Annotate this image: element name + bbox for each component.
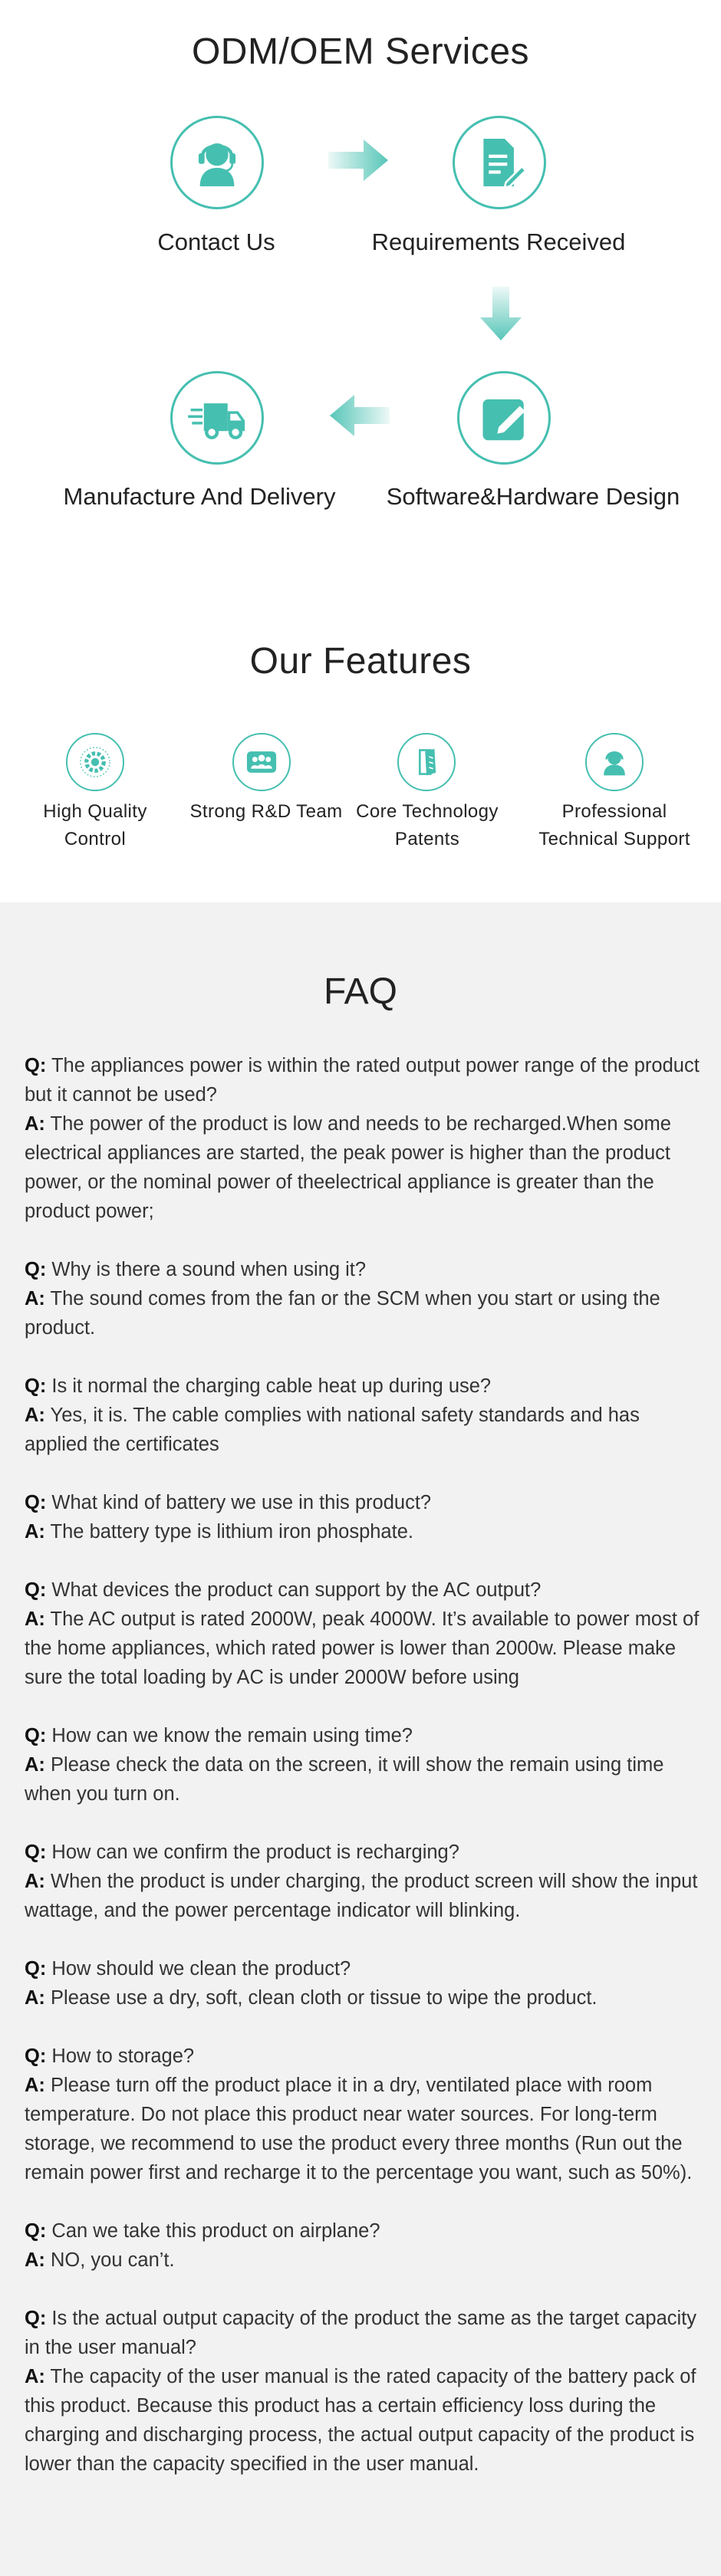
answer-prefix: A: [25,1405,45,1426]
delivery-truck-icon [170,371,264,465]
faq-item [25,1721,707,1809]
faq-answer [25,1284,707,1342]
arrow-down-icon [479,287,522,342]
faq-question [25,2216,707,2246]
answer-text: The AC output is rated 2000W, peak 4000W. It’s available to power most of the home appliances, which rated power is lower than 2000w. Please make sure the total loading by AC is under 2000W before using [25,1608,700,1688]
answer-text: Yes, it is. The cable complies with national safety standards and has applied the certificates [25,1405,640,1455]
faq-answer [25,2362,707,2479]
faq-item [25,2304,707,2479]
question-text: The appliances power is within the rated output power range of the product but it cannot be used? [25,1055,700,1106]
faq-question [25,1721,707,1750]
faq-item [25,1372,707,1459]
faq-list [25,1051,707,2508]
features-title: Our Features [249,641,472,682]
question-text: What kind of battery we use in this product? [51,1492,432,1513]
faq-answer [25,1109,707,1226]
answer-prefix: A: [25,1871,45,1892]
question-text: How can we know the remain using time? [51,1725,413,1746]
odm-title: ODM/OEM Services [191,31,530,72]
question-text: Is it normal the charging cable heat up during use? [51,1375,492,1397]
faq-question [25,2304,707,2362]
question-prefix: Q: [25,1579,47,1601]
question-text: Is the actual output capacity of the product the same as the target capacity in the user manual? [25,2308,697,2358]
faq-answer [25,1605,707,1692]
faq-item [25,1576,707,1692]
feature-high-quality-control: High Quality Control [43,801,147,849]
question-prefix: Q: [25,1259,47,1280]
faq-answer [25,2246,707,2275]
answer-prefix: A: [25,1754,45,1776]
question-text: Why is there a sound when using it? [51,1259,367,1280]
step-software-hardware-design: Software&Hardware Design [386,483,680,510]
feature-strong-rd-team: Strong R&D Team [189,801,343,822]
answer-text: The battery type is lithium iron phosphate. [50,1521,413,1543]
faq-question [25,1954,707,1983]
answer-text: Please check the data on the screen, it will show the remain using time when you turn on. [25,1754,664,1805]
question-prefix: Q: [25,2045,47,2067]
question-prefix: Q: [25,1375,47,1397]
question-prefix: Q: [25,1842,47,1863]
answer-prefix: A: [25,1521,45,1543]
faq-section [0,902,721,2576]
question-text: How to storage? [51,2045,195,2067]
faq-answer [25,1750,707,1809]
answer-prefix: A: [25,1288,45,1309]
question-prefix: Q: [25,1055,47,1076]
faq-item [25,1255,707,1342]
answer-text: NO, you can’t. [51,2249,175,2271]
answer-text: The sound comes from the fan or the SCM when you start or using the product. [25,1288,660,1339]
pencil-edit-icon [457,371,551,465]
gear-quality-icon [66,733,124,791]
answer-text: The capacity of the user manual is the rated capacity of the battery pack of this product. Because this product has a certain efficiency loss during the charging and discharging process, the actual output capacity of the product is lower than the capacity specified in the user manual. [25,2366,696,2475]
faq-question [25,1488,707,1517]
faq-question [25,1838,707,1867]
faq-answer [25,1401,707,1459]
faq-item [25,2042,707,2187]
faq-question [25,2042,707,2071]
patent-icon [397,733,456,791]
faq-item [25,1954,707,2013]
headset-support-icon [170,116,264,209]
question-text: What devices the product can support by the AC output? [51,1579,542,1601]
answer-prefix: A: [25,2075,45,2096]
faq-answer [25,1867,707,1925]
faq-question [25,1255,707,1284]
faq-question [25,1051,707,1109]
answer-prefix: A: [25,1113,45,1135]
answer-prefix: A: [25,1987,45,2009]
support-agent-icon [585,733,644,791]
services-section [0,0,721,902]
question-prefix: Q: [25,1958,47,1980]
arrow-left-icon [328,393,390,438]
question-text: Can we take this product on airplane? [51,2220,380,2242]
faq-question [25,1372,707,1401]
answer-text: Please use a dry, soft, clean cloth or tissue to wipe the product. [51,1987,598,2009]
step-contact-us: Contact Us [157,228,275,255]
faq-title: FAQ [323,971,398,1012]
question-prefix: Q: [25,1492,47,1513]
faq-answer [25,2071,707,2187]
question-text: How can we confirm the product is recharging? [51,1842,459,1863]
answer-text: The power of the product is low and needs to be recharged.When some electrical appliances are started, the peak power is higher than the product power, or the nominal power of theelectrical appliance is greater than the product power; [25,1113,671,1222]
question-prefix: Q: [25,2308,47,2329]
question-prefix: Q: [25,1725,47,1746]
faq-answer [25,1983,707,2013]
faq-question [25,1576,707,1605]
faq-answer [25,1517,707,1546]
faq-item [25,2216,707,2275]
feature-professional-technical-support: Professional Technical Support [538,801,690,849]
faq-item [25,1051,707,1226]
question-prefix: Q: [25,2220,47,2242]
answer-prefix: A: [25,2249,45,2271]
feature-core-technology-patents: Core Technology Patents [356,801,499,849]
question-text: How should we clean the product? [51,1958,351,1980]
answer-prefix: A: [25,1608,45,1630]
step-manufacture-delivery: Manufacture And Delivery [63,483,336,510]
faq-item [25,1838,707,1925]
faq-item [25,1488,707,1546]
answer-prefix: A: [25,2366,45,2387]
arrow-right-icon [328,138,390,182]
team-icon [232,733,291,791]
answer-text: When the product is under charging, the product screen will show the input wattage, and the power percentage indicator will blinking. [25,1871,698,1921]
answer-text: Please turn off the product place it in a dry, ventilated place with room temperature. Do not place this product near water sources. For long-term storage, we recommend to use the product every three months (Run out the remain power first and recharge it to the percentage you want, such as 50%). [25,2075,693,2183]
document-edit-icon [453,116,546,209]
step-requirements-received: Requirements Received [371,228,626,255]
